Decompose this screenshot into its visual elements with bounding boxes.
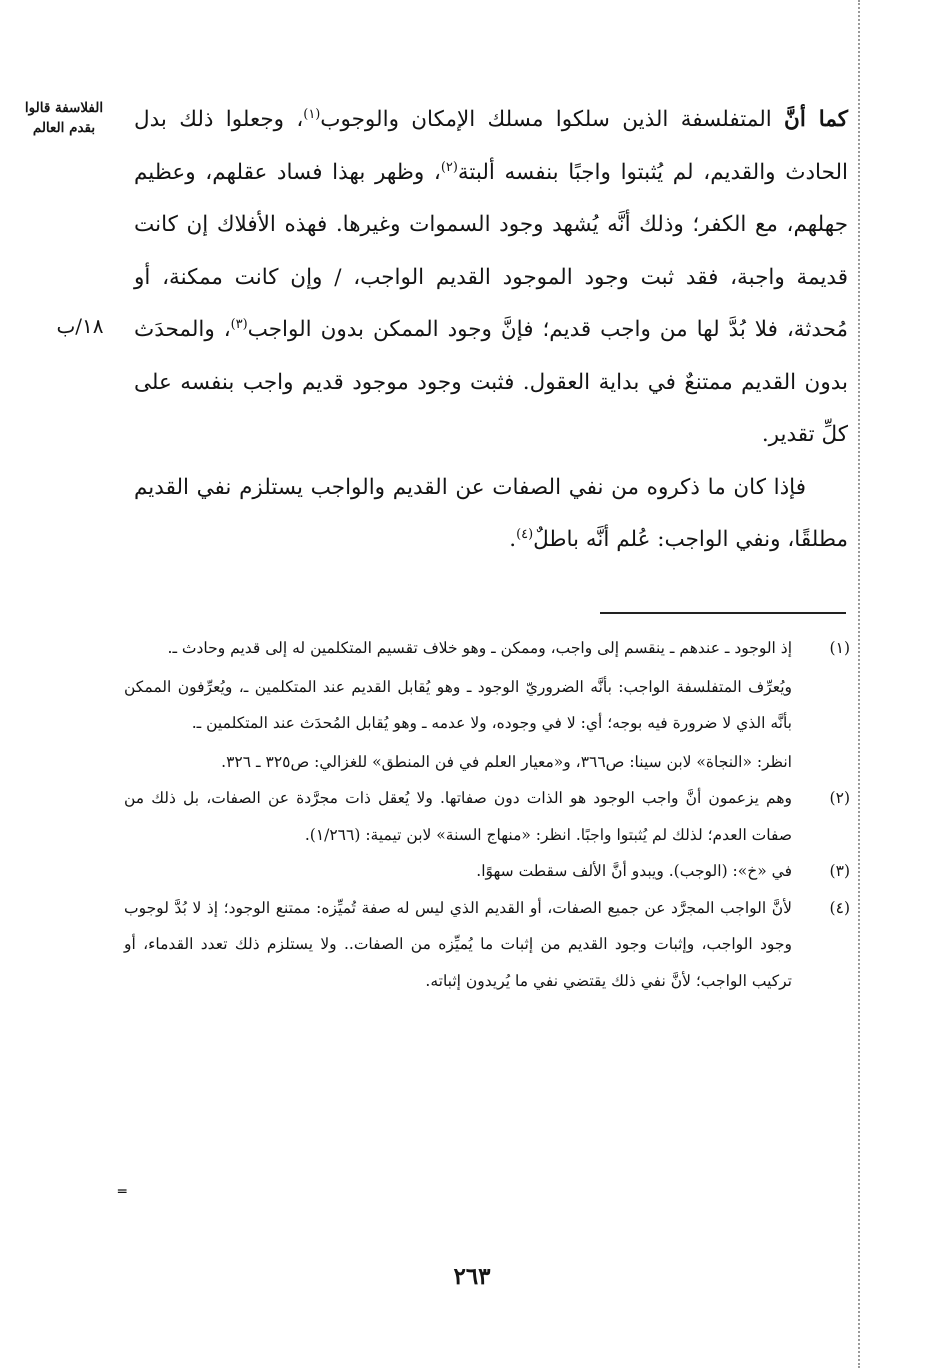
footnote-ref-4[interactable]: (٤)	[516, 526, 534, 542]
footnote-ref-3[interactable]: (٣)	[230, 316, 248, 332]
footnote-paragraph: في «خ»: (الوجب). ويبدو أنَّ الألف سقطت سهوًا.	[476, 862, 792, 880]
binding-edge-line	[858, 0, 860, 1368]
footnote-paragraph: إذ الوجود ـ عندهم ـ ينقسم إلى واجب، وممكن ـ وهو خلاف تقسيم المتكلمين له إلى قديم وحادث ـ.	[167, 639, 792, 657]
footnote-ref-2[interactable]: (٢)	[440, 159, 458, 175]
margin-note-line-2: بقدم العالم	[32, 120, 96, 136]
footnotes	[124, 630, 850, 999]
scan-mark-icon: ═	[118, 1184, 126, 1200]
paragraph-2	[134, 462, 848, 567]
footnote-paragraph: ويُعرِّف المتفلسفة الواجب: بأنَّه الضروريّ الوجود ـ وهو يُقابل القديم عند المتكلمين ـ، ويُعرِّفون الممكن بأنَّه الذي لا ضرورة فيه بوجه؛ أي: لا في وجوده، ولا عدمه ـ وهو يُقابل المُحدَث عند المتكلمين ـ.	[124, 677, 792, 732]
text-segment: ، وجعلوا ذلك بدل الحادث والقديم، لم يُثبتوا واجبًا بنفسه ألبتة	[134, 107, 848, 185]
footnote-paragraph: وهم يزعمون أنَّ واجب الوجود هو الذات دون صفاتها. ولا يُعقل ذات مجرَّدة عن الصفات، بل ذلك من صفات العدم؛ لذلك لم يُثبتوا واجبًا. انظر: «منهاج السنة» لابن تيمية: (١/٢٦٦).	[124, 789, 792, 844]
paragraph-1	[134, 94, 848, 462]
text-segment: المتفلسفة الذين سلكوا مسلك الإمكان والوجوب	[320, 107, 785, 132]
margin-note	[10, 98, 118, 138]
page-number: ٢٦٣	[453, 1263, 491, 1290]
manuscript-folio-marker: ١٨/ب	[56, 314, 104, 338]
text-segment: ، وظهر بهذا فساد عقلهم، وعظيم جهلهم، مع الكفر؛ وذلك أنَّه يُشهد وجود السموات وغيرها. فهذه الأفلاك إن كانت قديمة واجبة، فقد ثبت وجود الموجود القديم الواجب، / وإن كانت ممكنة، أو مُحدثة، فلا بُدَّ لها من واجب قديم؛ فإنَّ وجود الممكن بدون الواجب	[134, 159, 848, 342]
text-segment: .	[509, 527, 517, 552]
footnote-body	[124, 890, 792, 1000]
footnote	[124, 630, 850, 780]
footnote-ref-1[interactable]: (١)	[303, 106, 321, 122]
footnote	[124, 780, 850, 853]
footnote-number: (٣)	[829, 862, 850, 880]
text-segment: فإذا كان ما ذكروه من نفي الصفات عن القديم والواجب يستلزم نفي القديم مطلقًا، ونفي الواجب: عُلم أنَّه باطلٌ	[134, 474, 848, 552]
lead-words: كما أنَّ	[784, 107, 848, 132]
margin-note-line-1: الفلاسفة قالوا	[24, 100, 104, 116]
footnote-body	[124, 780, 792, 853]
footnote-body	[124, 853, 792, 890]
text-segment: ، والمحدَث بدون القديم ممتنعٌ في بداية العقول. فثبت وجود موجود قديم واجب بنفسه على كلِّ تقدير.	[134, 317, 848, 447]
footnote-paragraph: انظر: «النجاة» لابن سينا: ص٣٦٦، و«معيار العلم في فن المنطق» للغزالي: ص٣٢٥ ـ ٣٢٦.	[221, 752, 792, 771]
footnote-paragraph: لأنَّ الواجب المجرَّد عن جميع الصفات، أو القديم الذي ليس له صفة تُميِّزه: ممتنع الوجود؛ إذ لا بُدَّ لوجوب وجود الواجب، وإثبات وجود القديم من إثبات ما يُميِّزه من الصفات.. ولا يستلزم ذلك تعدد القدماء، أو تركيب الواجب؛ لأنَّ نفي ذلك يقتضي نفي ما يُريدون إثباته.	[124, 898, 792, 990]
footnote	[124, 853, 850, 890]
footnote-number: (١)	[829, 639, 850, 657]
footnote	[124, 890, 850, 1000]
footnote-number: (٤)	[829, 898, 850, 917]
footnote-number: (٢)	[829, 789, 850, 807]
main-text	[134, 94, 848, 567]
footnote-body	[124, 630, 792, 780]
footnote-separator	[600, 612, 846, 614]
